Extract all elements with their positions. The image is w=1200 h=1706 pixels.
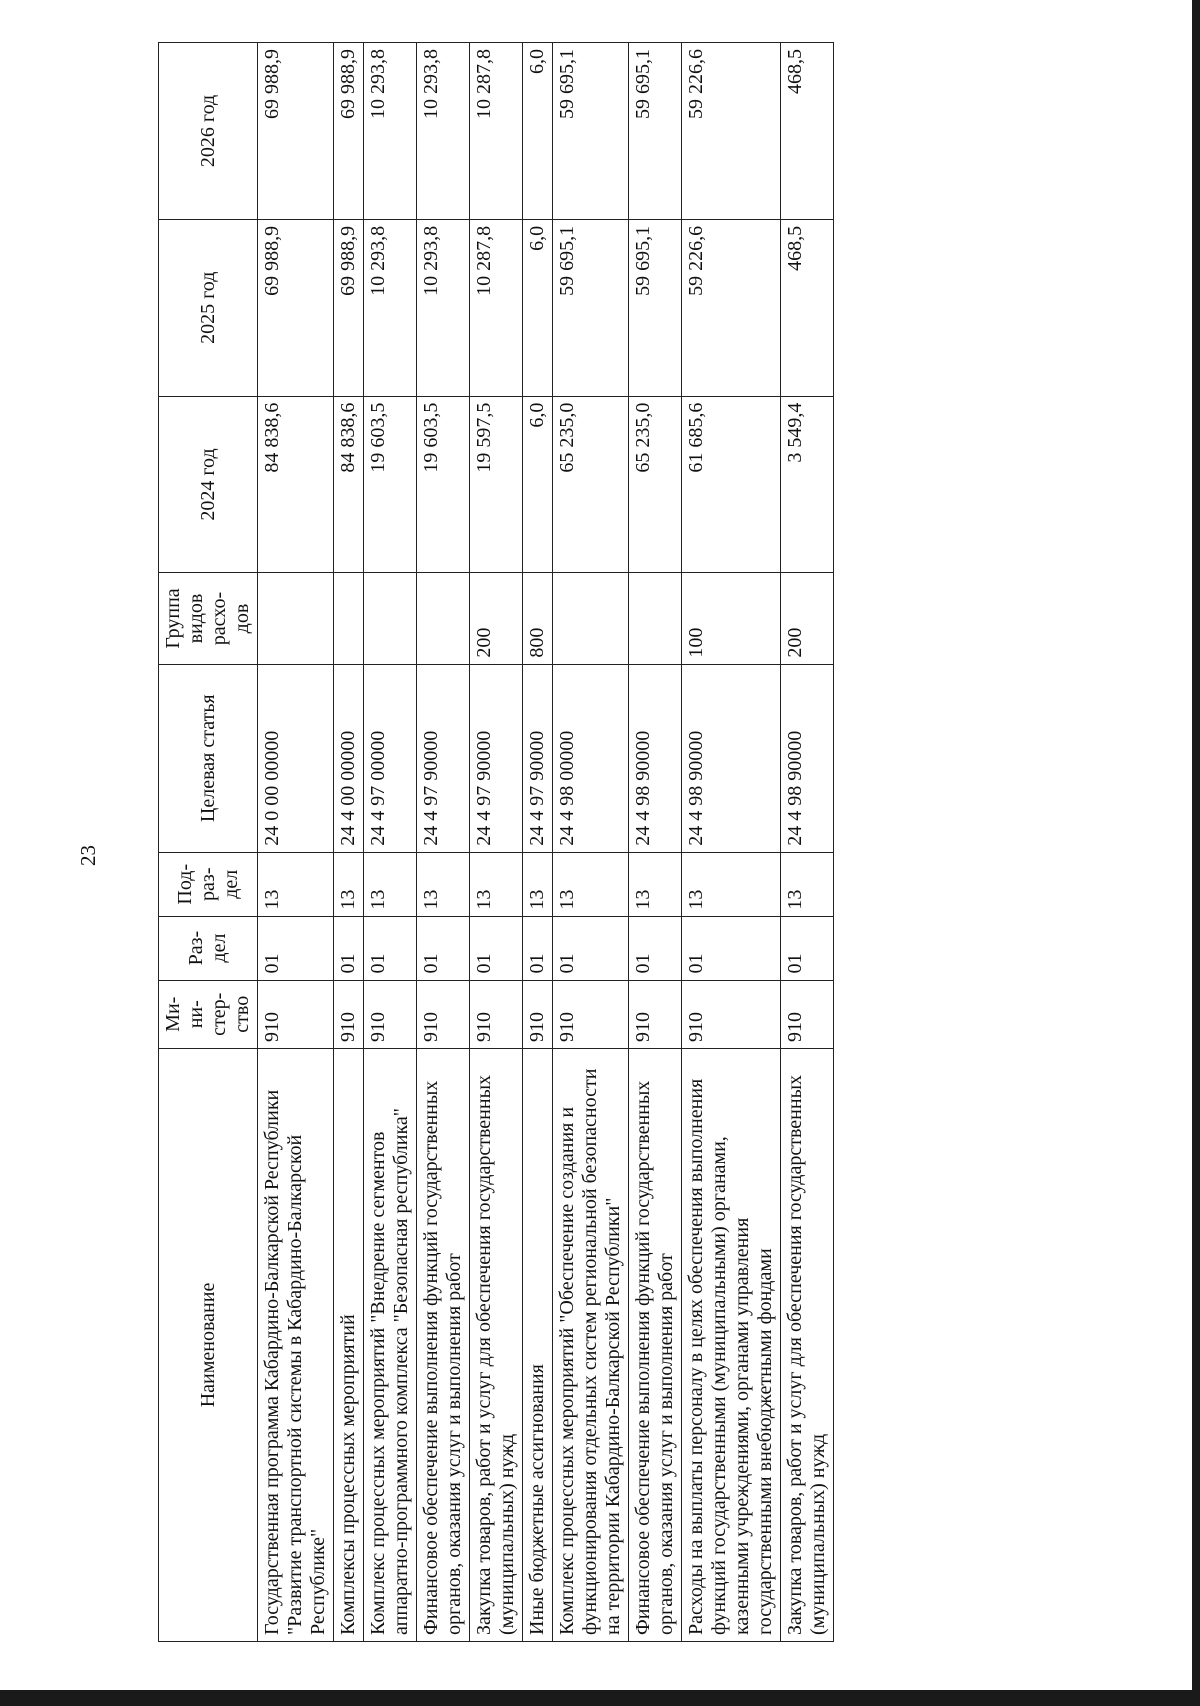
row-group: 800: [523, 573, 553, 664]
row-subsection: 13: [417, 852, 470, 916]
row-ministry: 910: [629, 980, 682, 1048]
row-name: Комплекс процессных мероприятий "Обеспечение создания и функционирования отдельных систем региональной безопасности на территории Кабардино-Балкарской Республики": [553, 1048, 629, 1641]
table-row: [629, 43, 682, 1642]
row-ministry: 910: [781, 980, 834, 1048]
page-number: 23: [76, 845, 100, 866]
row-subsection: 13: [470, 852, 523, 916]
row-2024: 19 597,5: [470, 396, 523, 573]
row-2024: 65 235,0: [553, 396, 629, 573]
table-header-row: [159, 43, 258, 1642]
table-row: [553, 43, 629, 1642]
row-2026: 10 293,8: [417, 43, 470, 220]
table-row: [258, 43, 334, 1642]
row-group: [364, 573, 417, 664]
table-row: [334, 43, 364, 1642]
row-2026: 59 695,1: [553, 43, 629, 220]
scan-edge-right: [1192, 0, 1200, 1706]
table-row: [523, 43, 553, 1642]
row-target: 24 0 00 00000: [258, 664, 334, 852]
row-ministry: 910: [417, 980, 470, 1048]
table-row: [470, 43, 523, 1642]
row-section: 01: [470, 916, 523, 980]
row-name: Закупка товаров, работ и услуг для обеспечения государственных (муниципальных) нужд: [781, 1048, 834, 1641]
row-section: 01: [523, 916, 553, 980]
row-group: 200: [470, 573, 523, 664]
row-2026: 6,0: [523, 43, 553, 220]
row-2025: 59 695,1: [553, 219, 629, 396]
row-target: 24 4 00 00000: [334, 664, 364, 852]
row-name: Закупка товаров, работ и услуг для обеспечения государственных (муниципальных) нужд: [470, 1048, 523, 1641]
rotated-table-container: [158, 42, 834, 1642]
row-ministry: 910: [682, 980, 781, 1048]
row-2025: 6,0: [523, 219, 553, 396]
row-section: 01: [629, 916, 682, 980]
row-group: [553, 573, 629, 664]
row-name: Комплекс процессных мероприятий "Внедрение сегментов аппаратно-программного комплекса "Безопасная республика": [364, 1048, 417, 1641]
row-2025: 10 293,8: [417, 219, 470, 396]
row-section: 01: [417, 916, 470, 980]
row-2026: 10 293,8: [364, 43, 417, 220]
row-section: 01: [258, 916, 334, 980]
row-target: 24 4 97 90000: [417, 664, 470, 852]
table-row: [781, 43, 834, 1642]
row-section: 01: [781, 916, 834, 980]
row-ministry: 910: [553, 980, 629, 1048]
row-target: 24 4 97 00000: [364, 664, 417, 852]
row-ministry: 910: [334, 980, 364, 1048]
header-target-item: Целевая статья: [159, 664, 258, 852]
row-2026: 59 695,1: [629, 43, 682, 220]
row-subsection: 13: [334, 852, 364, 916]
header-2024: 2024 год: [159, 396, 258, 573]
table-body: [258, 43, 834, 1642]
row-2024: 3 549,4: [781, 396, 834, 573]
row-subsection: 13: [523, 852, 553, 916]
row-ministry: 910: [523, 980, 553, 1048]
header-subsection: Под-раз-дел: [159, 852, 258, 916]
row-2026: 69 988,9: [258, 43, 334, 220]
row-name: Расходы на выплаты персоналу в целях обеспечения выполнения функций государственными (муниципальными) органами, казенными учреждениями, органами управления государственными внебюджетными фондами: [682, 1048, 781, 1641]
row-2025: 10 293,8: [364, 219, 417, 396]
row-2024: 19 603,5: [417, 396, 470, 573]
row-target: 24 4 97 90000: [523, 664, 553, 852]
scan-edge-bottom: [0, 1690, 1200, 1706]
row-2025: 69 988,9: [334, 219, 364, 396]
row-section: 01: [682, 916, 781, 980]
row-2025: 59 695,1: [629, 219, 682, 396]
row-target: 24 4 98 90000: [781, 664, 834, 852]
header-name: Наименование: [159, 1048, 258, 1641]
row-2025: 468,5: [781, 219, 834, 396]
row-2025: 59 226,6: [682, 219, 781, 396]
row-subsection: 13: [553, 852, 629, 916]
row-target: 24 4 98 00000: [553, 664, 629, 852]
row-2024: 84 838,6: [258, 396, 334, 573]
row-target: 24 4 97 90000: [470, 664, 523, 852]
row-subsection: 13: [781, 852, 834, 916]
row-group: [334, 573, 364, 664]
row-section: 01: [553, 916, 629, 980]
row-ministry: 910: [258, 980, 334, 1048]
row-group: 100: [682, 573, 781, 664]
row-target: 24 4 98 90000: [682, 664, 781, 852]
header-expense-group: Группа видов расхо-дов: [159, 573, 258, 664]
row-section: 01: [364, 916, 417, 980]
row-2026: 10 287,8: [470, 43, 523, 220]
header-2026: 2026 год: [159, 43, 258, 220]
table-row: [417, 43, 470, 1642]
table-row: [364, 43, 417, 1642]
row-subsection: 13: [682, 852, 781, 916]
row-name: Финансовое обеспечение выполнения функций государственных органов, оказания услуг и выполнения работ: [629, 1048, 682, 1641]
row-2024: 84 838,6: [334, 396, 364, 573]
row-subsection: 13: [364, 852, 417, 916]
header-2025: 2025 год: [159, 219, 258, 396]
row-subsection: 13: [258, 852, 334, 916]
row-2025: 10 287,8: [470, 219, 523, 396]
header-section: Раз-дел: [159, 916, 258, 980]
row-2024: 61 685,6: [682, 396, 781, 573]
row-ministry: 910: [470, 980, 523, 1048]
row-2025: 69 988,9: [258, 219, 334, 396]
row-2024: 19 603,5: [364, 396, 417, 573]
row-2024: 65 235,0: [629, 396, 682, 573]
row-2026: 468,5: [781, 43, 834, 220]
row-name: Комплексы процессных мероприятий: [334, 1048, 364, 1641]
budget-table: [158, 42, 834, 1642]
row-group: [629, 573, 682, 664]
table-row: [682, 43, 781, 1642]
row-group: 200: [781, 573, 834, 664]
row-name: Государственная программа Кабардино-Балкарской Республики "Развитие транспортной системы в Кабардино-Балкарской Республике": [258, 1048, 334, 1641]
row-ministry: 910: [364, 980, 417, 1048]
row-name: Финансовое обеспечение выполнения функций государственных органов, оказания услуг и выполнения работ: [417, 1048, 470, 1641]
row-section: 01: [334, 916, 364, 980]
row-name: Иные бюджетные ассигнования: [523, 1048, 553, 1641]
row-target: 24 4 98 90000: [629, 664, 682, 852]
row-subsection: 13: [629, 852, 682, 916]
header-ministry: Ми-ни-стер-ство: [159, 980, 258, 1048]
row-group: [258, 573, 334, 664]
row-group: [417, 573, 470, 664]
row-2026: 59 226,6: [682, 43, 781, 220]
row-2026: 69 988,9: [334, 43, 364, 220]
row-2024: 6,0: [523, 396, 553, 573]
